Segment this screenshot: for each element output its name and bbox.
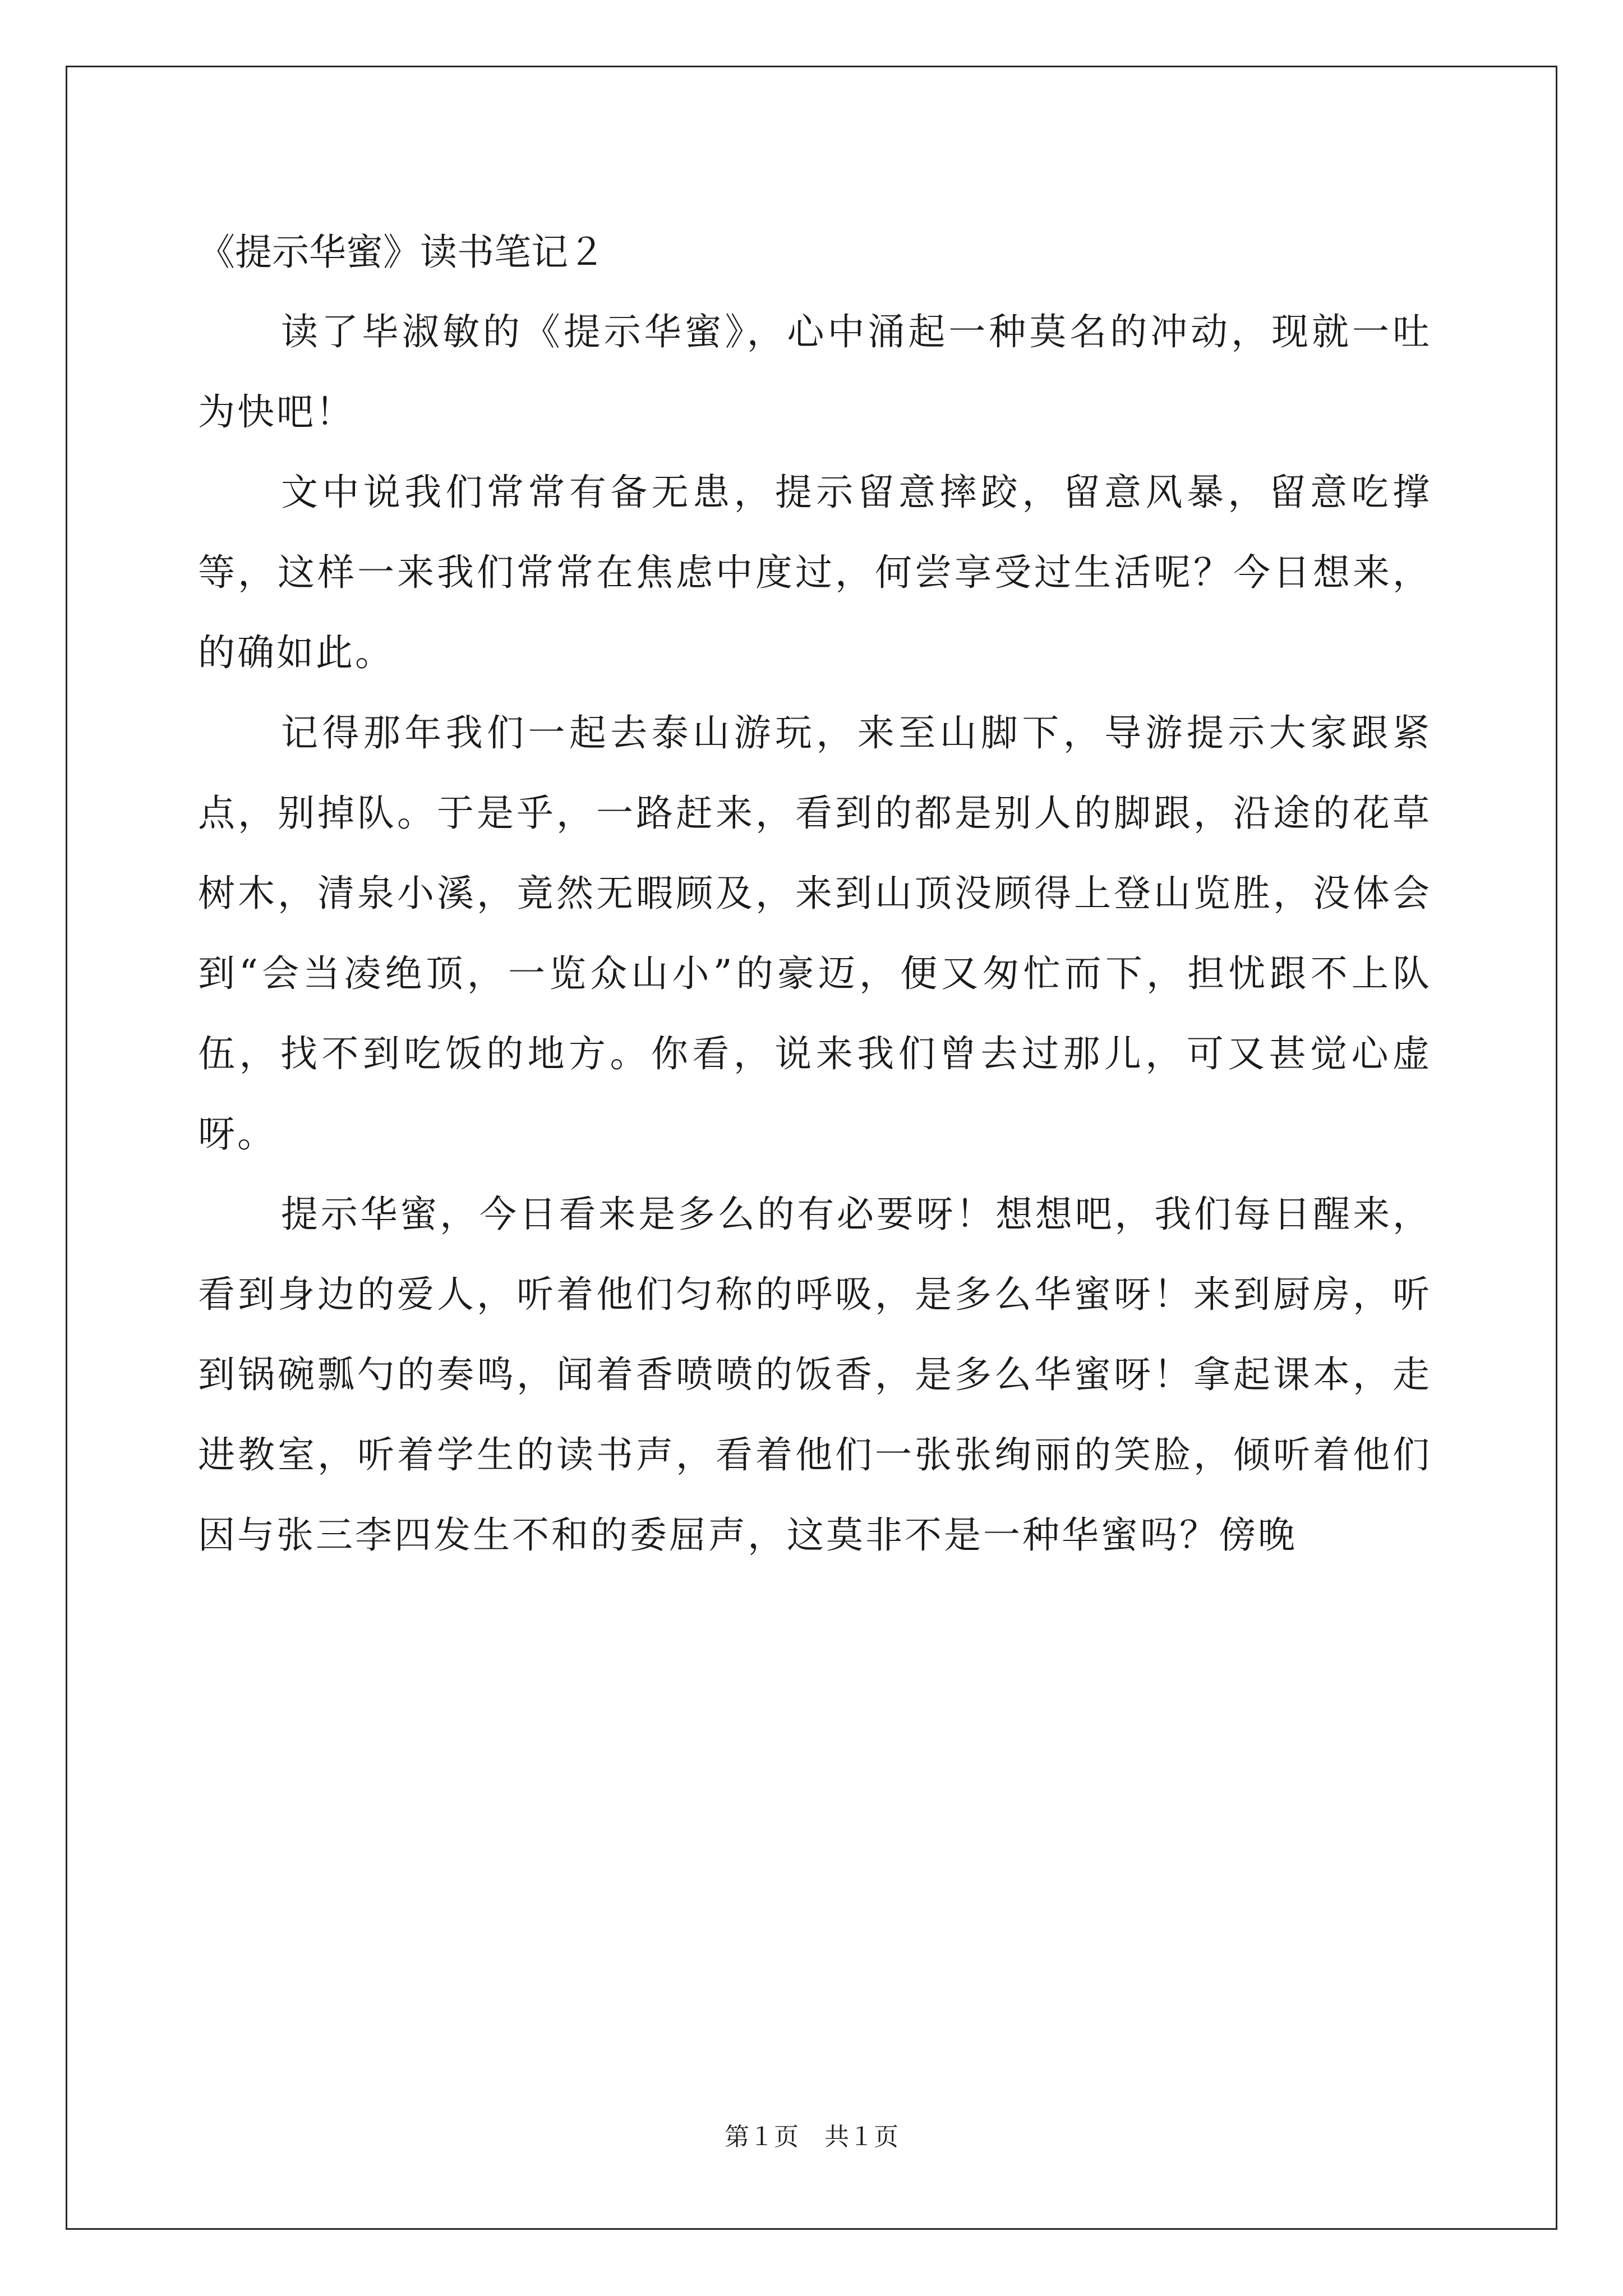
paragraph-3: 记得那年我们一起去泰山游玩，来至山脚下，导游提示大家跟紧点，别掉队。于是乎，一路赶来，看到的都是别人的脚跟，沿途的花草树木，清泉小溪，竟然无暇顾及，来到山顶没顾得上登山览胜，没体会到“会当凌绝顶，一览众山小”的豪迈，便又匆忙而下，担忧跟不上队伍，找不到吃饭的地方。你看，说来我们曾去过那儿，可又甚觉心虚呀。 <box>198 711 1432 1156</box>
document-body <box>198 292 1432 1575</box>
paragraph-2: 文中说我们常常有备无患，提示留意摔跤，留意风暴，留意吃撑等，这样一来我们常常在焦虑中度过，何尝享受过生活呢？今日想来，的确如此。 <box>198 471 1432 674</box>
paragraph-1: 读了毕淑敏的《提示华蜜》，心中涌起一种莫名的冲动，现就一吐为快吧！ <box>198 310 1432 434</box>
document-title: 《提示华蜜》读书笔记２ <box>198 231 605 274</box>
page-total: 共１页 <box>824 2123 898 2151</box>
page-number: 第１页 <box>725 2123 799 2151</box>
page-footer <box>0 2120 1623 2154</box>
paragraph-4: 提示华蜜，今日看来是多么的有必要呀！想想吧，我们每日醒来，看到身边的爱人，听着他们匀称的呼吸，是多么华蜜呀！来到厨房，听到锅碗瓢勺的奏鸣，闻着香喷喷的饭香，是多么华蜜呀！拿起课本，走进教室，听着学生的读书声，看着他们一张张绚丽的笑脸，倾听着他们因与张三李四发生不和的委屈声，这莫非不是一种华蜜吗？傍晚 <box>198 1193 1432 1557</box>
